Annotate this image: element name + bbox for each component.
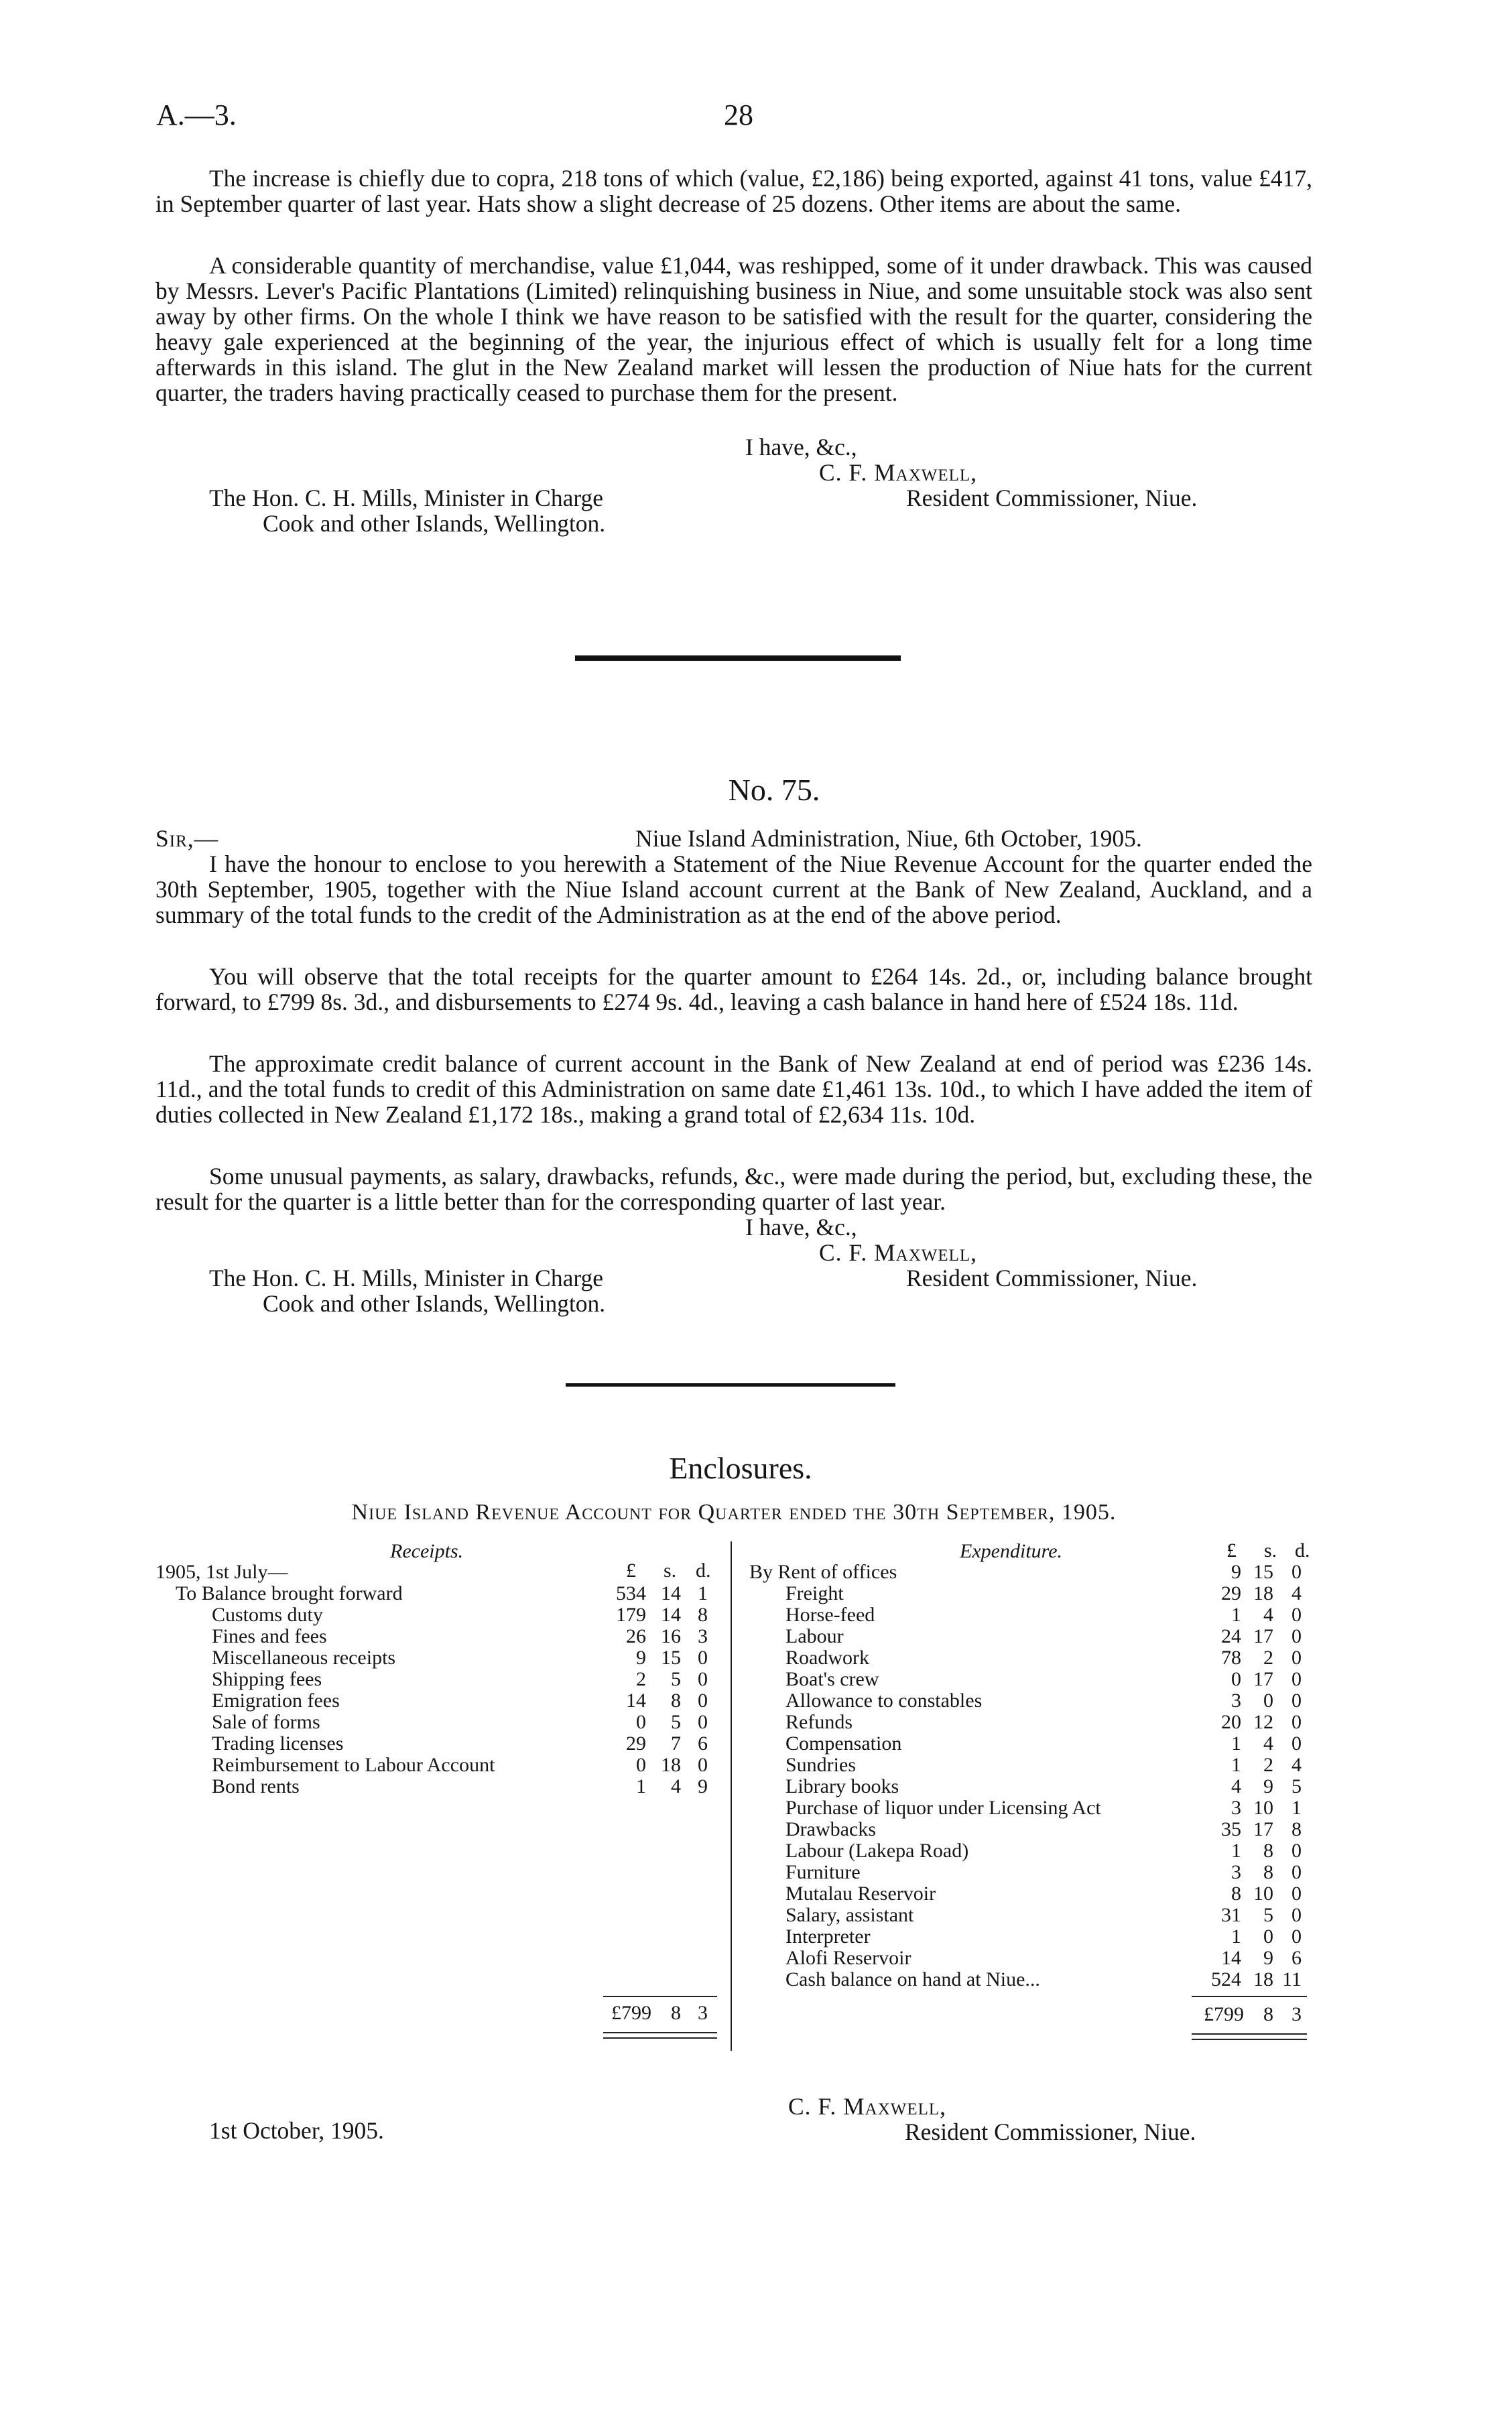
row-label: Boat's crew	[785, 1668, 879, 1690]
amount-pence: 0	[1292, 1883, 1302, 1905]
row-label: Fines and fees	[212, 1625, 327, 1647]
col-shillings: s.	[1264, 1539, 1277, 1562]
row-label: Alofi Reservoir	[785, 1947, 911, 1969]
paragraph: Some unusual payments, as salary, drawbacks, refunds, &c., were made during the period, but, excluding these, the result for the quarter is a little better than for the corresponding quarter of last year.	[155, 1163, 1312, 1215]
row-label: Sale of forms	[212, 1711, 320, 1733]
amount-shillings: 8	[1263, 1861, 1273, 1883]
addressee: Cook and other Islands, Wellington.	[263, 1290, 606, 1317]
signer-name: C. F. Maxwell,	[819, 1239, 978, 1266]
total-double-rule	[603, 2037, 717, 2039]
row-label: Bond rents	[212, 1775, 300, 1797]
amount-shillings: 18	[1253, 1968, 1273, 1990]
receipts-heading: Receipts.	[390, 1540, 464, 1562]
amount-shillings: 14	[661, 1582, 681, 1604]
amount-shillings: 8	[671, 1690, 681, 1712]
row-label: Miscellaneous receipts	[212, 1647, 396, 1669]
addressee: The Hon. C. H. Mills, Minister in Charge	[209, 1265, 604, 1291]
amount-pence: 0	[1292, 1604, 1302, 1626]
amount-pence: 0	[698, 1668, 708, 1690]
amount-pence: 6	[698, 1732, 708, 1755]
amount-pounds: 0	[1231, 1668, 1241, 1690]
row-label: Compensation	[785, 1732, 902, 1755]
amount-pounds: 9	[1231, 1561, 1241, 1583]
amount-pounds: 31	[1221, 1904, 1241, 1926]
closing: I have, &c.,	[745, 1214, 857, 1241]
col-pence: d.	[1295, 1539, 1310, 1562]
amount-shillings: 4	[1263, 1732, 1273, 1755]
amount-shillings: 17	[1253, 1818, 1273, 1840]
total-double-rule	[603, 2032, 717, 2033]
row-label: Freight	[785, 1582, 844, 1604]
col-shillings: s.	[664, 1560, 677, 1582]
page-reference: A.—3.	[156, 99, 237, 131]
signer-title: Resident Commissioner, Niue.	[906, 1265, 1198, 1291]
expenditure-total-shillings: 8	[1263, 2003, 1273, 2025]
amount-pounds: 1	[1231, 1604, 1241, 1626]
amount-pounds: 1	[1231, 1754, 1241, 1776]
amount-pounds: 179	[616, 1604, 646, 1626]
amount-shillings: 5	[1263, 1904, 1273, 1926]
amount-pence: 8	[698, 1604, 708, 1626]
amount-shillings: 5	[671, 1668, 681, 1690]
receipts-total-pence: 3	[698, 2002, 708, 2024]
section-divider	[575, 655, 901, 661]
amount-pounds: 26	[626, 1625, 646, 1647]
amount-shillings: 2	[1263, 1647, 1273, 1669]
amount-pence: 6	[1292, 1947, 1302, 1969]
amount-shillings: 17	[1253, 1668, 1273, 1690]
amount-pounds: 2	[636, 1668, 646, 1690]
row-label: Allowance to constables	[785, 1690, 983, 1712]
amount-shillings: 4	[1263, 1604, 1273, 1626]
amount-shillings: 0	[1263, 1690, 1273, 1712]
amount-pence: 3	[698, 1625, 708, 1647]
amount-shillings: 4	[671, 1775, 681, 1797]
amount-pounds: 78	[1221, 1647, 1241, 1669]
expenditure-heading: Expenditure.	[960, 1540, 1063, 1562]
amount-shillings: 15	[661, 1647, 681, 1669]
expenditure-total-pounds: £799	[1204, 2003, 1244, 2025]
amount-pounds: 35	[1221, 1818, 1241, 1840]
amount-pounds: 29	[626, 1732, 646, 1755]
amount-pence: 0	[1292, 1861, 1302, 1883]
addressee: The Hon. C. H. Mills, Minister in Charge	[209, 485, 604, 511]
amount-shillings: 12	[1253, 1711, 1273, 1733]
table-title: Niue Island Revenue Account for Quarter ended the 30th September, 1905.	[351, 1500, 1117, 1525]
signer-title: Resident Commissioner, Niue.	[906, 485, 1198, 511]
row-label: Interpreter	[785, 1925, 871, 1948]
total-double-rule	[1192, 2033, 1307, 2035]
amount-shillings: 7	[671, 1732, 681, 1755]
table-divider	[731, 1541, 732, 2051]
amount-pounds: 9	[636, 1647, 646, 1669]
amount-pence: 11	[1282, 1968, 1302, 1990]
amount-pounds: 1	[636, 1775, 646, 1797]
amount-pounds: 29	[1221, 1582, 1241, 1604]
amount-pounds: 524	[1211, 1968, 1241, 1990]
amount-pence: 0	[1292, 1625, 1302, 1647]
row-label: Drawbacks	[785, 1818, 876, 1840]
receipts-total-pounds: £799	[611, 2002, 651, 2024]
amount-pounds: 3	[1231, 1861, 1241, 1883]
amount-pounds: 20	[1221, 1711, 1241, 1733]
row-label: Labour	[785, 1625, 844, 1647]
amount-shillings: 18	[661, 1754, 681, 1776]
amount-shillings: 10	[1253, 1883, 1273, 1905]
amount-pounds: 1	[1231, 1925, 1241, 1948]
row-label: To Balance brought forward	[176, 1582, 403, 1604]
paragraph: You will observe that the total receipts for the quarter amount to £264 14s. 2d., or, including balance brought forward, to £799 8s. 3d., and disbursements to £274 9s. 4d., leaving a cash balance in hand here of £524 18s. 11d.	[155, 963, 1312, 1015]
salutation: Sir,—	[155, 825, 219, 852]
receipts-date: 1905, 1st July—	[155, 1561, 288, 1583]
row-label: Purchase of liquor under Licensing Act	[785, 1797, 1101, 1819]
signer-title: Resident Commissioner, Niue.	[905, 2118, 1196, 2145]
amount-shillings: 9	[1263, 1775, 1273, 1797]
receipts-total-shillings: 8	[671, 2002, 681, 2024]
row-label: Roadwork	[785, 1647, 869, 1669]
paragraph: The approximate credit balance of current account in the Bank of New Zealand at end of period was £236 14s. 11d., and the total funds to credit of this Administration on same date £1,461 13s. 10d., to which I have added the item of duties collected in New Zealand £1,172 18s., making a grand total of £2,634 11s. 10d.	[155, 1050, 1312, 1128]
paragraph: The increase is chiefly due to copra, 218 tons of which (value, £2,186) being exported, against 41 tons, value £417, in September quarter of last year. Hats show a slight decrease of 25 dozens. Other items are about the same.	[155, 165, 1312, 217]
amount-shillings: 14	[661, 1604, 681, 1626]
amount-pence: 9	[698, 1775, 708, 1797]
row-label: Emigration fees	[212, 1690, 340, 1712]
page-number: 28	[724, 99, 753, 131]
row-label: Trading licenses	[212, 1732, 344, 1755]
addressee: Cook and other Islands, Wellington.	[263, 510, 606, 537]
amount-pence: 0	[698, 1711, 708, 1733]
amount-pounds: 1	[1231, 1840, 1241, 1862]
col-pounds: £	[626, 1560, 636, 1582]
expenditure-total-pence: 3	[1292, 2003, 1302, 2025]
paragraph: I have the honour to enclose to you herewith a Statement of the Niue Revenue Account for the quarter ended the 30th September, 1905, together with the Niue Island account current at the Bank of New Zealand, Auckland, and a summary of the total funds to the credit of the Administration as at the end of the above period.	[155, 850, 1312, 928]
amount-pence: 0	[698, 1647, 708, 1669]
amount-pence: 0	[1292, 1561, 1302, 1583]
amount-shillings: 15	[1253, 1561, 1273, 1583]
paragraph: A considerable quantity of merchandise, value £1,044, was reshipped, some of it under drawback. This was caused by Messrs. Lever's Pacific Plantations (Limited) relinquishing business in Niue, and some unsuitable stock was also sent away by other firms. On the whole I think we have reason to be satisfied with the result for the quarter, considering the heavy gale experienced at the beginning of the year, the injurious effect of which is usually felt for a long time afterwards in this island. The glut in the New Zealand market will lessen the production of Niue hats for the current quarter, the traders having practically ceased to purchase them for the present.	[155, 252, 1312, 406]
amount-shillings: 2	[1263, 1754, 1273, 1776]
amount-pence: 0	[1292, 1711, 1302, 1733]
signer-name: C. F. Maxwell,	[819, 459, 978, 486]
amount-shillings: 16	[661, 1625, 681, 1647]
row-label: By Rent of offices	[749, 1561, 897, 1583]
closing: I have, &c.,	[745, 434, 857, 460]
row-label: Salary, assistant	[785, 1904, 914, 1926]
row-label: Shipping fees	[212, 1668, 322, 1690]
amount-shillings: 5	[671, 1711, 681, 1733]
letter-number: No. 75.	[728, 773, 820, 807]
row-label: Customs duty	[212, 1604, 323, 1626]
amount-pounds: 1	[1231, 1732, 1241, 1755]
amount-pence: 0	[1292, 1904, 1302, 1926]
amount-pence: 4	[1292, 1754, 1302, 1776]
amount-pence: 8	[1292, 1818, 1302, 1840]
amount-pence: 0	[1292, 1690, 1302, 1712]
amount-shillings: 9	[1263, 1947, 1273, 1969]
amount-shillings: 8	[1263, 1840, 1273, 1862]
section-divider	[566, 1383, 895, 1387]
amount-pence: 1	[698, 1582, 708, 1604]
row-label: Cash balance on hand at Niue...	[785, 1968, 1040, 1990]
amount-pence: 0	[698, 1690, 708, 1712]
row-label: Reimbursement to Labour Account	[212, 1754, 495, 1776]
amount-pence: 0	[698, 1754, 708, 1776]
total-double-rule	[1192, 2039, 1307, 2040]
amount-pence: 0	[1292, 1668, 1302, 1690]
amount-pounds: 14	[1221, 1947, 1241, 1969]
total-rule	[603, 1996, 717, 1997]
row-label: Library books	[785, 1775, 899, 1797]
amount-pence: 1	[1292, 1797, 1302, 1819]
row-label: Mutalau Reservoir	[785, 1883, 936, 1905]
amount-pence: 5	[1292, 1775, 1302, 1797]
amount-pence: 0	[1292, 1732, 1302, 1755]
col-pounds: £	[1226, 1539, 1237, 1562]
amount-shillings: 0	[1263, 1925, 1273, 1948]
amount-pounds: 8	[1231, 1883, 1241, 1905]
enclosures-heading: Enclosures.	[669, 1451, 812, 1485]
amount-pounds: 3	[1231, 1690, 1241, 1712]
enclosure-date: 1st October, 1905.	[209, 2117, 384, 2144]
col-pence: d.	[696, 1560, 711, 1582]
row-label: Labour (Lakepa Road)	[785, 1840, 969, 1862]
total-rule	[1192, 1996, 1307, 1997]
amount-pounds: 24	[1221, 1625, 1241, 1647]
amount-pence: 4	[1292, 1582, 1302, 1604]
amount-pence: 0	[1292, 1647, 1302, 1669]
amount-pounds: 0	[636, 1754, 646, 1776]
amount-pence: 0	[1292, 1925, 1302, 1948]
row-label: Horse-feed	[785, 1604, 875, 1626]
amount-pence: 0	[1292, 1840, 1302, 1862]
amount-pounds: 3	[1231, 1797, 1241, 1819]
amount-pounds: 534	[616, 1582, 646, 1604]
row-label: Sundries	[785, 1754, 856, 1776]
row-label: Refunds	[785, 1711, 853, 1733]
signer-name: C. F. Maxwell,	[788, 2093, 947, 2120]
amount-pounds: 0	[636, 1711, 646, 1733]
amount-shillings: 18	[1253, 1582, 1273, 1604]
amount-shillings: 10	[1253, 1797, 1273, 1819]
amount-pounds: 14	[626, 1690, 646, 1712]
dateline: Niue Island Administration, Niue, 6th October, 1905.	[635, 825, 1142, 852]
row-label: Furniture	[785, 1861, 861, 1883]
amount-pounds: 4	[1231, 1775, 1241, 1797]
amount-shillings: 17	[1253, 1625, 1273, 1647]
